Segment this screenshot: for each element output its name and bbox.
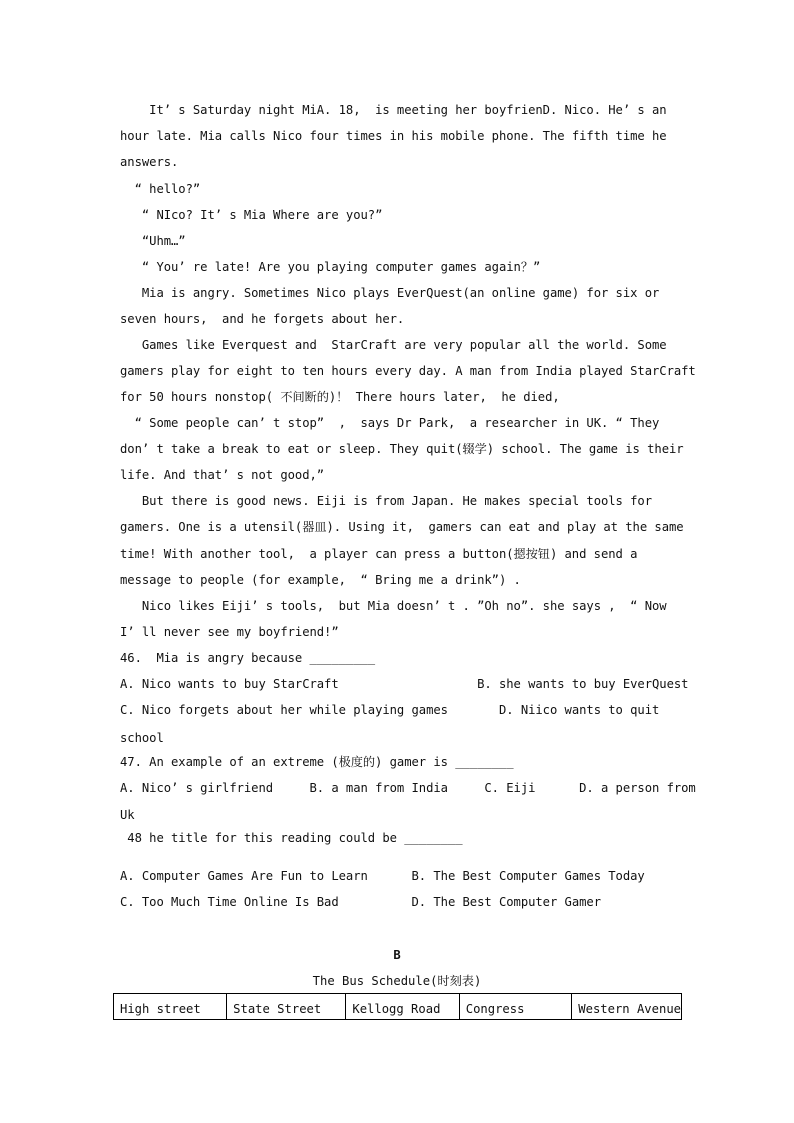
question-46: 46. Mia is angry because _________ — [120, 651, 376, 665]
question-47: 47. An example of an extreme (极度的) gamer is ________ — [120, 755, 514, 769]
passage-line: “ NIco? It’ s Mia Where are you?” — [120, 208, 383, 222]
passage-line: for 50 hours nonstop( 不间断的)！ There hours later, he died, — [120, 390, 560, 404]
section-title: The Bus Schedule(时刻表) — [312, 974, 482, 988]
passage-line: Nico likes Eiji’ s tools, but Mia doesn’ t . ”Oh no”. she says , “ Now — [120, 599, 667, 613]
table-header-cell: Western Avenue — [572, 994, 682, 1020]
question-line: A. Nico’ s girlfriend B. a man from India C. Eiji D. a person from — [120, 781, 696, 795]
passage-line: life. And that’ s not good,” — [120, 468, 325, 482]
table-header-cell: High street — [114, 994, 227, 1020]
passage-line: Mia is angry. Sometimes Nico plays EverQuest(an online game) for six or — [120, 286, 660, 300]
question-line: C. Nico forgets about her while playing games D. Niico wants to quit — [120, 703, 660, 717]
passage-line: “ hello?” — [120, 182, 201, 196]
question-line: A. Nico wants to buy StarCraft B. she wants to buy EverQuest — [120, 677, 689, 691]
table-header-cell: Congress — [459, 994, 572, 1020]
table-header-cell: Kellogg Road — [346, 994, 459, 1020]
passage-line: message to people (for example, “ Bring me a drink”) . — [120, 573, 521, 587]
question-line: A. Computer Games Are Fun to Learn B. The Best Computer Games Today — [120, 869, 645, 883]
section-label: B — [393, 948, 401, 962]
passage-line: gamers. One is a utensil(器皿). Using it, gamers can eat and play at the same — [120, 520, 684, 534]
passage-line: time! With another tool, a player can press a button(摁按钮) and send a — [120, 547, 638, 561]
passage-line: gamers play for eight to ten hours every day. A man from India played StarCraft — [120, 364, 696, 378]
passage-line: Games like Everquest and StarCraft are very popular all the world. Some — [120, 338, 667, 352]
passage-line: “ Some people can’ t stop” , says Dr Park, a researcher in UK. “ They — [120, 416, 660, 430]
question-line: C. Too Much Time Online Is Bad D. The Best Computer Gamer — [120, 895, 601, 909]
passage-line: I’ ll never see my boyfriend!” — [120, 625, 339, 639]
passage-line: don’ t take a break to eat or sleep. They quit(辍学) school. The game is their — [120, 442, 684, 456]
passage-line: “ You’ re late! Are you playing computer games again？” — [120, 260, 541, 274]
passage-line: seven hours, and he forgets about her. — [120, 312, 405, 326]
question-line: school — [120, 731, 164, 745]
bus-schedule-table — [113, 993, 682, 1020]
passage-line: But there is good news. Eiji is from Japan. He makes special tools for — [120, 494, 652, 508]
question-48: 48 he title for this reading could be ________ — [120, 831, 463, 845]
passage-line: hour late. Mia calls Nico four times in his mobile phone. The fifth time he — [120, 129, 667, 143]
passage-line: It’ s Saturday night MiA. 18, is meeting her boyfrienD. Nico. He’ s an — [120, 103, 667, 117]
table-header-cell: State Street — [227, 994, 346, 1020]
question-line: Uk — [120, 808, 135, 822]
passage-line: “Uhm…” — [120, 234, 186, 248]
passage-line: answers. — [120, 155, 179, 169]
table-row — [114, 994, 682, 1020]
